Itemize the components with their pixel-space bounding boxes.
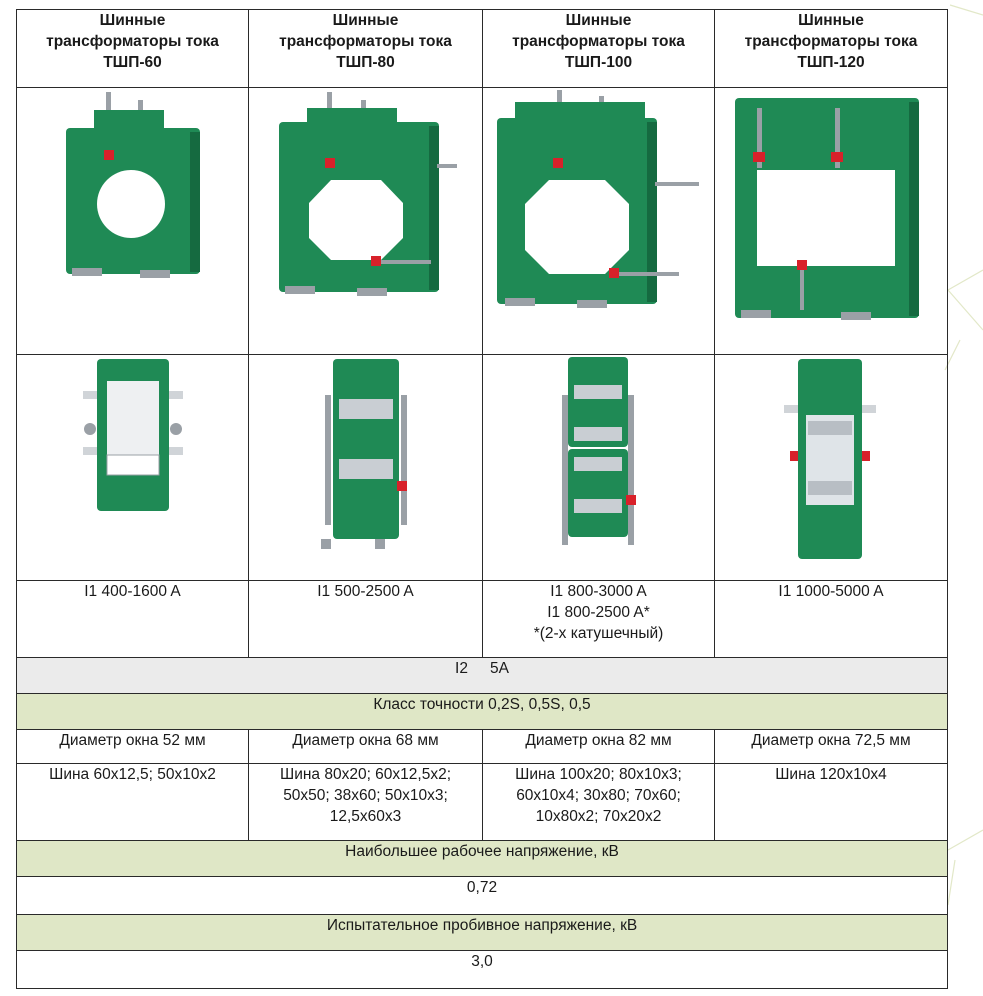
primary-current-tshp-60: I1 400-1600 A: [17, 581, 249, 658]
max-voltage-value: 0,72: [17, 877, 948, 915]
window-diameter-tshp-100: Диаметр окна 82 мм: [483, 730, 715, 764]
busbar-tshp-60: Шина 60х12,5; 50х10х2: [17, 764, 249, 841]
primary-current-tshp-120: I1 1000-5000 A: [715, 581, 948, 658]
primary-current-row: [17, 581, 948, 658]
busbar-tshp-120: Шина 120х10х4: [715, 764, 948, 841]
tshp-120-front-image: [731, 88, 931, 323]
window-diameter-tshp-60: Диаметр окна 52 мм: [17, 730, 249, 764]
test-voltage-label-row: [17, 915, 948, 951]
header-tshp-120: Шинные трансформаторы тока ТШП-120: [715, 10, 948, 88]
primary-current-tshp-80: I1 500-2500 A: [249, 581, 483, 658]
tshp-100-side-image: [544, 355, 654, 555]
busbar-row: [17, 764, 948, 841]
primary-current-tshp-100: I1 800-3000 A I1 800-2500 A* *(2-х катушечный): [483, 581, 715, 658]
max-voltage-label-row: [17, 841, 948, 877]
accuracy-class-row: [17, 694, 948, 730]
busbar-tshp-80: Шина 80х20; 60х12,5х2; 50х50; 38х60; 50х10х3; 12,5х60х3: [249, 764, 483, 841]
tshp-120-side-image: [776, 355, 886, 565]
busbar-tshp-100: Шина 100х20; 80х10х3; 60х10х4; 30х80; 70х60; 10х80х2; 70х20х2: [483, 764, 715, 841]
window-diameter-tshp-120: Диаметр окна 72,5 мм: [715, 730, 948, 764]
header-tshp-80: Шинные трансформаторы тока ТШП-80: [249, 10, 483, 88]
window-diameter-row: [17, 730, 948, 764]
tshp-80-front-image: [271, 88, 461, 303]
secondary-current-row: [17, 658, 948, 694]
side-image-row: [17, 355, 948, 581]
test-voltage-value: 3,0: [17, 951, 948, 989]
secondary-current-cell: I2 5A: [17, 658, 948, 694]
tshp-60-side-image: [73, 355, 193, 515]
max-voltage-label: Наибольшее рабочее напряжение, кВ: [17, 841, 948, 877]
tshp-80-side-image: [311, 355, 421, 555]
front-image-row: [17, 88, 948, 355]
test-voltage-label: Испытательное пробивное напряжение, кВ: [17, 915, 948, 951]
header-tshp-100: Шинные трансформаторы тока ТШП-100: [483, 10, 715, 88]
accuracy-class-cell: Класс точности 0,2S, 0,5S, 0,5: [17, 694, 948, 730]
specification-table: [16, 9, 948, 989]
tshp-100-front-image: [491, 88, 706, 313]
header-tshp-60: Шинные трансформаторы тока ТШП-60: [17, 10, 249, 88]
window-diameter-tshp-80: Диаметр окна 68 мм: [249, 730, 483, 764]
max-voltage-value-row: [17, 877, 948, 915]
test-voltage-value-row: [17, 951, 948, 989]
tshp-60-front-image: [58, 88, 208, 288]
header-row: [17, 10, 948, 88]
